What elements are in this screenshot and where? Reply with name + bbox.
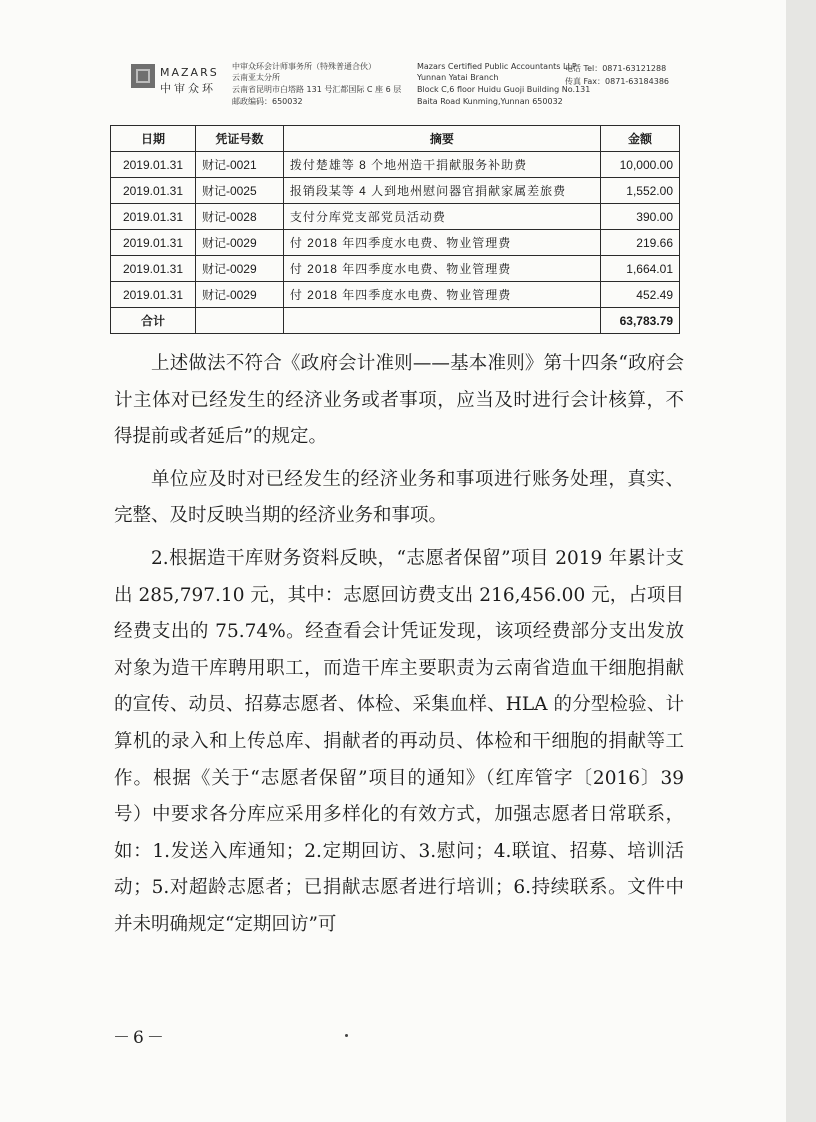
mazars-logo-icon (131, 64, 155, 88)
address-en-line2: Baita Road Kunming,Yunnan 650032 (417, 97, 563, 106)
cell-voucher: 财记-0021 (195, 152, 283, 178)
cell-date: 2019.01.31 (111, 178, 196, 204)
table-row (111, 204, 680, 230)
paragraph: 单位应及时对已经发生的经济业务和事项进行账务处理，真实、完整、及时反映当期的经济业务和事项。 (114, 468, 684, 527)
cell-amount: 219.66 (601, 230, 680, 256)
total-empty-cell (195, 308, 283, 334)
cell-summary: 报销段某等 4 人到地州慰问器官捐献家属差旅费 (283, 178, 600, 204)
cell-amount: 10,000.00 (601, 152, 680, 178)
table-header-row (111, 126, 680, 152)
cell-summary: 付 2018 年四季度水电费、物业管理费 (283, 282, 600, 308)
cell-date: 2019.01.31 (111, 204, 196, 230)
cell-voucher: 财记-0029 (195, 282, 283, 308)
fax: 传真 Fax：0871-63184386 (565, 77, 670, 86)
table-total-row (111, 308, 680, 334)
table-row (111, 152, 680, 178)
cell-summary: 付 2018 年四季度水电费、物业管理费 (283, 230, 600, 256)
cell-amount: 390.00 (601, 204, 680, 230)
paragraph: 上述做法不符合《政府会计准则——基本准则》第十四条“政府会计主体对已经发生的经济业务或者事项，应当及时进行会计核算，不得提前或者延后”的规定。 (114, 353, 684, 448)
scan-speck (345, 1034, 348, 1037)
total-label: 合计 (111, 308, 196, 334)
cell-summary: 付 2018 年四季度水电费、物业管理费 (283, 256, 600, 282)
letterhead (0, 0, 786, 120)
scan-edge (786, 0, 816, 1122)
cell-date: 2019.01.31 (111, 230, 196, 256)
branch-name-cn: 云南亚太分所 (232, 73, 280, 82)
table-row (111, 256, 680, 282)
cell-date: 2019.01.31 (111, 282, 196, 308)
header-voucher: 凭证号数 (195, 126, 283, 152)
firm-name-cn: 中审众环会计师事务所（特殊普通合伙） (232, 62, 376, 71)
table-row (111, 282, 680, 308)
page-number: －6－ (113, 1028, 167, 1048)
cell-voucher: 财记-0025 (195, 178, 283, 204)
cell-voucher: 财记-0028 (195, 204, 283, 230)
address-en-line1: Block C,6 floor Huidu Guoji Building No.131 (417, 85, 591, 94)
table-row (111, 230, 680, 256)
voucher-table (110, 125, 680, 334)
cell-summary: 拨付楚雄等 8 个地州造干捐献服务补助费 (283, 152, 600, 178)
cell-summary: 支付分库党支部党员活动费 (283, 204, 600, 230)
logo-en: MAZARS (160, 66, 219, 79)
cell-voucher: 财记-0029 (195, 256, 283, 282)
logo-cn: 中审众环 (160, 82, 216, 95)
telephone: 电话 Tel：0871-63121288 (565, 64, 667, 73)
cell-voucher: 财记-0029 (195, 230, 283, 256)
cell-amount: 452.49 (601, 282, 680, 308)
cell-date: 2019.01.31 (111, 152, 196, 178)
total-empty-cell (283, 308, 600, 334)
postcode-cn: 邮政编码：650032 (232, 97, 303, 106)
header-date: 日期 (111, 126, 196, 152)
firm-name-en: Mazars Certified Public Accountants LLP (417, 62, 577, 71)
body-text (114, 346, 684, 944)
paragraph: 2.根据造干库财务资料反映，“志愿者保留”项目 2019 年累计支出 285,797.10 元，其中：志愿回访费支出 216,456.00 元，占项目经费支出的 75.74%。经查看会计凭证发现，该项经费部分支出发放对象为造干库聘用职工，而造干库主要职责为云南省造血干细胞捐献的宣传、动员、招募志愿者、体检、采集血样、HLA 的分型检验、计算机的录入和上传总库、捐献者的再动员、体检和干细胞的捐献等工作。根据《关于“志愿者保留”项目的通知》（红库管字〔2016〕39 号）中要求各分库应采用多样化的有效方式，加强志愿者日常联系，如：1.发送入库通知；2.定期回访、3.慰问；4.联谊、招募、培训活动；5.对超龄志愿者；已捐献志愿者进行培训；6.持续联系。文件中并未明确规定“定期回访”可 (114, 547, 684, 935)
table-row (111, 178, 680, 204)
total-amount: 63,783.79 (601, 308, 680, 334)
address-cn: 云南省昆明市白塔路 131 号汇都国际 C 座 6 层 (232, 85, 402, 94)
header-summary: 摘要 (283, 126, 600, 152)
cell-amount: 1,552.00 (601, 178, 680, 204)
branch-name-en: Yunnan Yatai Branch (417, 73, 499, 82)
cell-amount: 1,664.01 (601, 256, 680, 282)
cell-date: 2019.01.31 (111, 256, 196, 282)
header-amount: 金额 (601, 126, 680, 152)
